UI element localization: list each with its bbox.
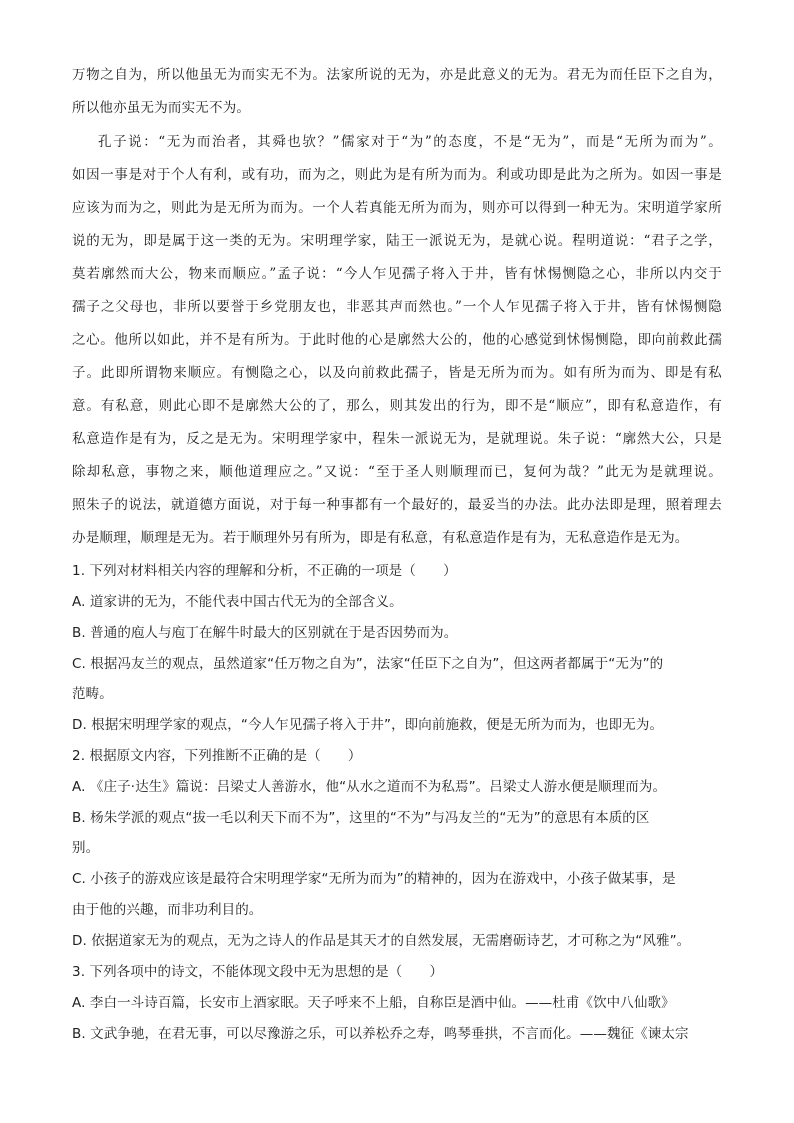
question-2-option-c-cont: 由于他的兴趣，而非功利目的。 bbox=[72, 902, 263, 918]
passage-line: 莫若廓然而大公，物来而顺应。”孟子说：“今人乍见孺子将入于井，皆有怵惕恻隐之心，非所以内交于 bbox=[72, 266, 722, 282]
passage-line: 照朱子的说法，就道德方面说，对于每一种事都有一个最好的，最妥当的办法。此办法即是理，照着理去 bbox=[72, 497, 722, 513]
question-1-option-b: B. 普通的庖人与庖丁在解牛时最大的区别就在于是否因势而为。 bbox=[72, 625, 458, 641]
passage-line: 如因一事是对于个人有利，或有功，而为之，则此为是有所为而为。利或功即是此为之所为。如因一事是 bbox=[72, 167, 722, 183]
question-3-stem: 3. 下列各项中的诗文，不能体现文段中无为思想的是（ ） bbox=[72, 964, 444, 980]
passage-line: 意。有私意，则此心即不是廓然大公的了，那么，则其发出的行为，即不是“顺应”，即有私意造作，有 bbox=[72, 398, 722, 414]
question-3-option-b: B. 文武争驰，在君无事，可以尽豫游之乐，可以养松乔之寿，鸣琴垂拱，不言而化。——魏征《谏太宗 bbox=[72, 1026, 689, 1042]
question-1-option-a: A. 道家讲的无为，不能代表中国古代无为的全部含义。 bbox=[72, 594, 403, 610]
passage-line: 孔子说：“无为而治者，其舜也欤？”儒家对于“为”的态度，不是“无为”，而是“无所为而为”。 bbox=[98, 134, 722, 150]
passage-line: 万物之自为，所以他虽无为而实无不为。法家所说的无为，亦是此意义的无为。君无为而任臣下之自为， bbox=[72, 67, 722, 83]
question-1-stem: 1. 下列对材料相关内容的理解和分析，不正确的一项是（ ） bbox=[72, 563, 457, 579]
question-2-stem: 2. 根据原文内容，下列推断不正确的是（ ） bbox=[72, 748, 362, 764]
passage-line: 之心。他所以如此，并不是有所为。于此时他的心是廓然大公的，他的心感觉到怵惕恻隐，即向前救此孺 bbox=[72, 332, 722, 348]
passage-line: 说的无为，即是属于这一类的无为。宋明理学家，陆王一派说无为，是就心说。程明道说：“君子之学， bbox=[72, 233, 722, 249]
passage-line: 子。此即所谓物来顺应。有恻隐之心，以及向前救此孺子，皆是无所为而为。如有所为而为、即是有私 bbox=[72, 365, 722, 381]
passage-line: 办是顺理，顺理是无为。若于顺理外另有所为，即是有私意，有私意造作是有为，无私意造作是无为。 bbox=[72, 530, 689, 546]
question-2-option-b: B. 杨朱学派的观点“拔一毛以利天下而不为”，这里的“不为”与冯友兰的“无为”的意思有本质的区 bbox=[72, 810, 650, 826]
passage-line: 私意造作是有为，反之是无为。宋明理学家中，程朱一派说无为，是就理说。朱子说：“廓然大公，只是 bbox=[72, 431, 722, 447]
question-3-option-a: A. 李白一斗诗百篇，长安市上酒家眠。天子呼来不上船，自称臣是酒中仙。——杜甫《饮中八仙歌》 bbox=[72, 995, 675, 1011]
question-1-option-d: D. 根据宋明理学家的观点，“今人乍见孺子将入于井”，即向前施救，便是无所为而为，也即无为。 bbox=[72, 717, 664, 733]
question-2-option-a: A. 《庄子·达生》篇说：吕梁丈人善游水，他“从水之道而不为私焉”。吕梁丈人游水便是顺理而为。 bbox=[72, 779, 667, 795]
question-2-option-b-cont: 别。 bbox=[72, 840, 100, 856]
passage-line: 应该为而为之，则此为是无所为而为。一个人若真能无所为而为，则亦可以得到一种无为。宋明道学家所 bbox=[72, 200, 722, 216]
question-1-option-c: C. 根据冯友兰的观点，虽然道家“任万物之自为”，法家“任臣下之自为”，但这两者都属于“无为”的 bbox=[72, 656, 664, 672]
passage-line: 除却私意，事物之来，顺他道理应之。”又说：“至于圣人则顺理而已，复何为哉？”此无为是就理说。 bbox=[72, 464, 722, 480]
passage-line: 孺子之父母也，非所以要誉于乡党朋友也，非恶其声而然也。”一个人乍见孺子将入于井，皆有怵惕恻隐 bbox=[72, 299, 722, 315]
passage-line: 所以他亦虽无为而实无不为。 bbox=[72, 100, 251, 116]
question-1-option-c-cont: 范畴。 bbox=[72, 686, 113, 702]
question-2-option-d: D. 依据道家无为的观点，无为之诗人的作品是其天才的自然发展，无需磨砺诗艺，才可称之为“风雅”。 bbox=[72, 933, 691, 949]
question-2-option-c: C. 小孩子的游戏应该是最符合宋明理学家“无所为而为”的精神的，因为在游戏中，小孩子做某事，是 bbox=[72, 871, 676, 887]
